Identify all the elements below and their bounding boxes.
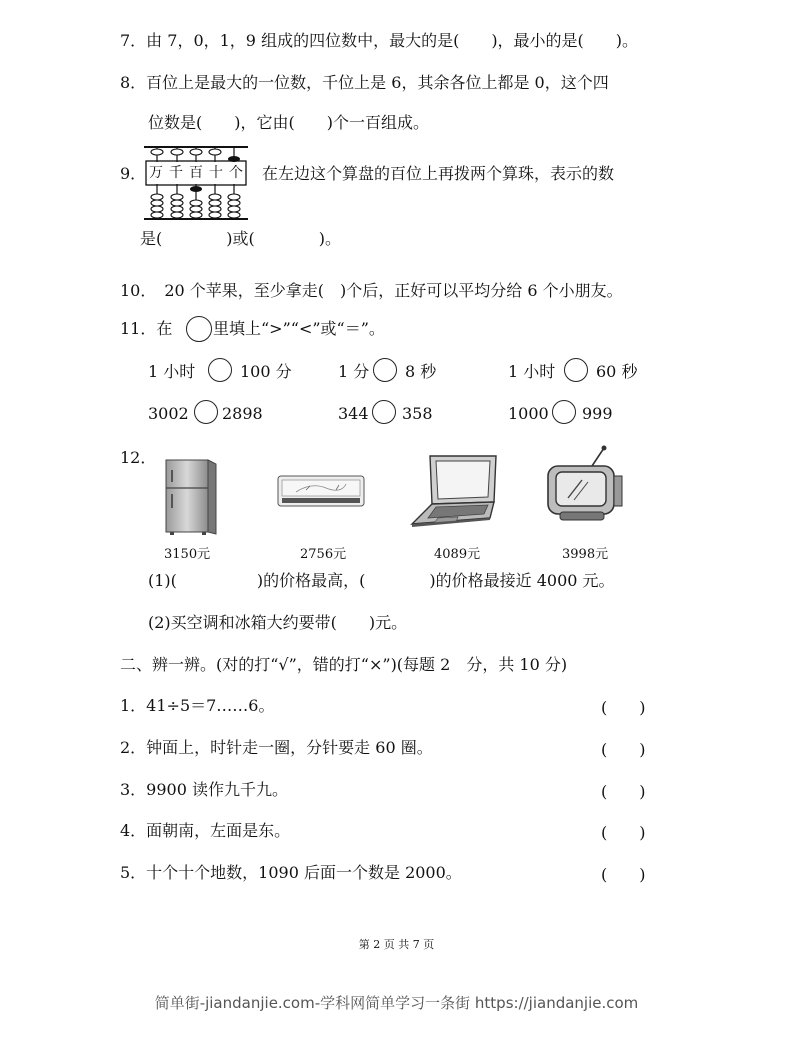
watermark-link[interactable]: 简单街-jiandanjie.com-学科网简单学习一条街 https://jiandanjie.com: [154, 994, 639, 1012]
compare-circle-1[interactable]: [208, 358, 232, 382]
compare-right: 2898: [222, 404, 263, 423]
air-conditioner-icon: [276, 472, 368, 512]
fridge-icon: [162, 456, 222, 536]
abacus-label-wan: 万: [148, 162, 164, 184]
judge-item-5: 5．十个十个地数，1090 后面一个数是 2000。: [120, 863, 462, 882]
price-laptop: 4089元: [434, 547, 481, 562]
abacus-label-ge: 个: [228, 162, 244, 184]
compare-left: 344: [338, 404, 369, 423]
question-9-text1: 在左边这个算盘的百位上再拨两个算珠，表示的数: [262, 164, 615, 183]
compare-circle-2[interactable]: [373, 358, 397, 382]
judge-answer-paren-2[interactable]: ( ): [601, 740, 646, 759]
question-8-line2: 位数是( )，它由( )个一百组成。: [148, 113, 429, 132]
laptop-icon: [408, 452, 500, 528]
question-12-number: 12．: [120, 448, 157, 467]
question-11-suffix: 里填上“>”“<”或“＝”。: [213, 319, 385, 338]
judge-item-3: 3．9900 读作九千九。: [120, 780, 288, 799]
judge-item-4: 4．面朝南，左面是东。: [120, 821, 291, 840]
compare-circle-5[interactable]: [372, 400, 396, 424]
compare-right: 100 分: [240, 362, 292, 381]
compare-left: 1000: [508, 404, 549, 423]
compare-circle-4[interactable]: [194, 400, 218, 424]
answer-circle-icon: [186, 316, 212, 342]
question-11-prefix: 11．在: [120, 319, 173, 338]
question-8-line1: 8．百位上是最大的一位数，千位上是 6，其余各位上都是 0，这个四: [120, 73, 609, 92]
compare-circle-3[interactable]: [564, 358, 588, 382]
abacus-label-qian: 千: [168, 162, 184, 184]
price-fridge: 3150元: [164, 547, 211, 562]
section-2-title: 二、辨一辨。(对的打“√”，错的打“×”)(每题 2 分，共 10 分): [120, 655, 568, 674]
question-9-text2: 是( )或( )。: [140, 229, 341, 248]
compare-right: 999: [582, 404, 613, 423]
compare-left: 1 小时: [508, 362, 556, 381]
judge-answer-paren-4[interactable]: ( ): [601, 823, 646, 842]
question-9-number: 9．: [120, 164, 147, 183]
judge-answer-paren-3[interactable]: ( ): [601, 782, 646, 801]
question-12-sub2: (2)买空调和冰箱大约要带( )元。: [148, 613, 408, 632]
abacus: [144, 143, 248, 221]
judge-answer-paren-5[interactable]: ( ): [601, 865, 646, 884]
compare-right: 8 秒: [405, 362, 437, 381]
compare-right: 358: [402, 404, 433, 423]
tv-icon: [542, 444, 626, 528]
page-footer: 第 2 页 共 7 页: [358, 938, 435, 951]
judge-item-1: 1．41÷5＝7……6。: [120, 696, 275, 715]
compare-right: 60 秒: [596, 362, 638, 381]
judge-answer-paren-1[interactable]: ( ): [601, 698, 646, 717]
question-12-sub1: (1)( )的价格最高，( )的价格最接近 4000 元。: [148, 571, 615, 590]
compare-circle-6[interactable]: [552, 400, 576, 424]
price-tv: 3998元: [562, 547, 609, 562]
compare-left: 1 分: [338, 362, 370, 381]
compare-left: 3002: [148, 404, 189, 423]
question-7: 7．由 7，0，1，9 组成的四位数中，最大的是( )，最小的是( )。: [120, 31, 639, 50]
question-10: 10． 20 个苹果，至少拿走( )个后，正好可以平均分给 6 个小朋友。: [120, 281, 623, 300]
price-air-conditioner: 2756元: [300, 547, 347, 562]
abacus-label-bai: 百: [188, 162, 204, 184]
judge-item-2: 2．钟面上，时针走一圈，分针要走 60 圈。: [120, 738, 433, 757]
abacus-label-shi: 十: [208, 162, 224, 184]
compare-left: 1 小时: [148, 362, 196, 381]
